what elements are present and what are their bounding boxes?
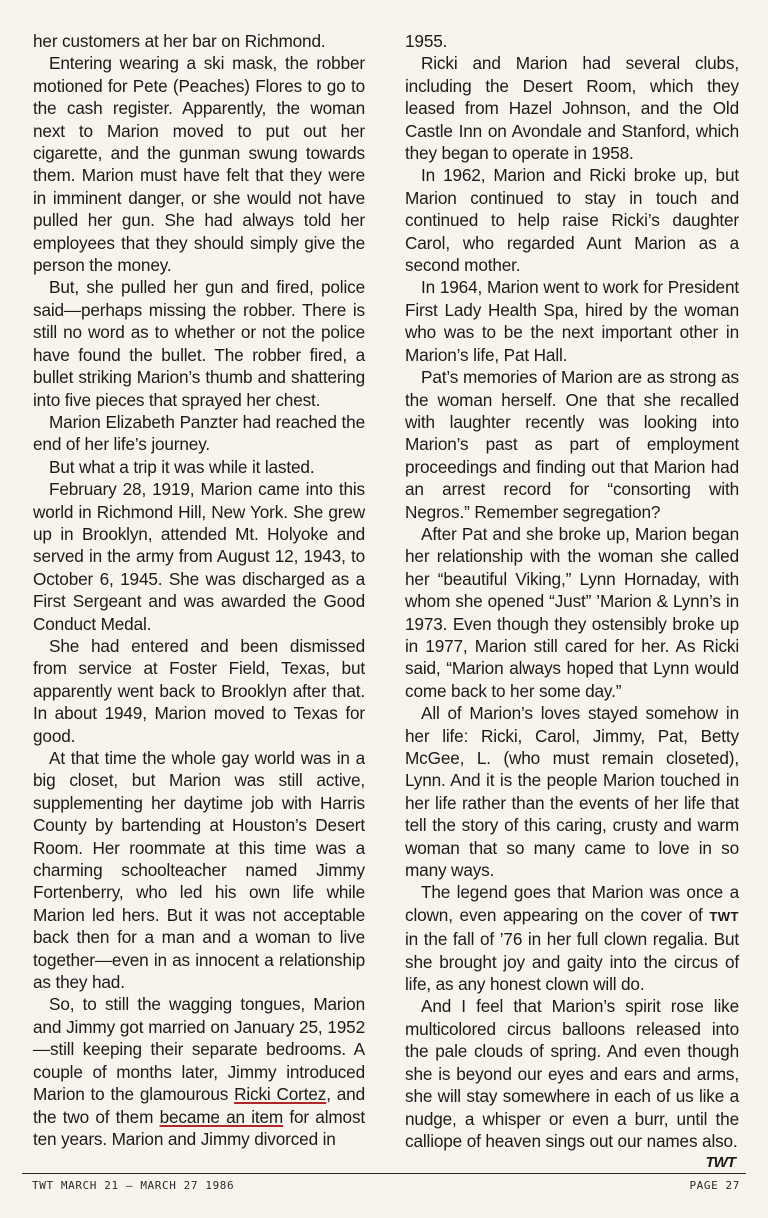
paragraph: At that time the whole gay world was in a big closet, but Marion was still active, supplementing her daytime job with Harris County by bartending at Houston’s Desert Room. Her roommate at this time was a charming schoolteacher named Jimmy Fortenberry, who led his own life while Marion led hers. But it was not acceptable back then for a man and a woman to live together—even in as innocent a relationship as they had. [33, 748, 365, 993]
left-column [33, 30, 365, 1150]
paragraph-legend: The legend goes that Marion was once a clown, even appearing on the cover of TWT in the fall of ’76 in her full clown regalia. But she brought joy and gaity into the circus of life, as any honest clown will do. [405, 882, 739, 995]
paragraph: Marion Elizabeth Panzter had reached the end of her life’s journey. [33, 411, 365, 455]
paragraph: But, she pulled her gun and fired, police said—perhaps missing the robber. There is still no word as to whether or not the police have found the bullet. The robber fired, a bullet striking Marion’s thumb and shattering into five pieces that sprayed her chest. [33, 277, 365, 410]
paragraph-married: So, to still the wagging tongues, Marion and Jimmy got married on January 25, 1952—still keeping their separate bedrooms. A couple of months later, Jimmy introduced Marion to the glamourous Ricki Cortez, and the two of them became an item for almost ten years. Marion and Jimmy divorced in [33, 994, 366, 1149]
footer-rule [22, 1173, 746, 1174]
paragraph: Entering wearing a ski mask, the robber motioned for Pete (Peaches) Flores to go to the cash register. Apparently, the woman next to Marion moved to put out her cigarette, and the gunman swung towards them. Marion must have felt that they were in imminent danger, or she would not have pulled her gun. She had always told her employees that they should simply give the person the money. [33, 53, 365, 276]
footer-page-number: PAGE 27 [689, 1179, 740, 1192]
paragraph: 1955. [405, 31, 448, 51]
paragraph: In 1964, Marion went to work for President First Lady Health Spa, hired by the woman who was to be the next important other in Marion’s life, Pat Hall. [405, 277, 739, 365]
footer-issue-date: TWT MARCH 21 – MARCH 27 1986 [32, 1179, 235, 1192]
paragraph: All of Marion’s loves stayed somehow in her life: Ricki, Carol, Jimmy, Pat, Betty McGee, L. (who must remain closeted), Lynn. And it is the people Marion touched in her life rather than the events of her life that tell the story of this caring, crusty and warm woman that so many came to love in so many ways. [405, 703, 739, 881]
paragraph: Ricki and Marion had several clubs, including the Desert Room, which they leased from Hazel Johnson, and the Old Castle Inn on Avondale and Stanford, which they began to operate in 1958. [405, 53, 739, 164]
paragraph: She had entered and been dismissed from service at Foster Field, Texas, but apparently went back to Brooklyn after that. In about 1949, Marion moved to Texas for good. [33, 635, 365, 746]
paragraph: After Pat and she broke up, Marion began her relationship with the woman she called her “beautiful Viking,” Lynn Hornaday, with whom she opened “Just” ’Marion & Lynn’s in 1973. Even though they ostensibly broke up in 1977, Marion still cared for her. As Ricki said, “Marion always hoped that Lynn would come back to her some day.” [405, 523, 739, 701]
paragraph: February 28, 1919, Marion came into this world in Richmond Hill, New York. She grew up in Brooklyn, attended Mt. Holyoke and served in the army from August 12, 1943, to October 6, 1945. She was discharged as a First Sergeant and was awarded the Good Conduct Medal. [33, 479, 365, 634]
paragraph: her customers at her bar on Richmond. [33, 31, 326, 51]
paragraph: Pat’s memories of Marion are as strong as the woman herself. One that she recalled with laughter recently was looking into Marion’s past as part of employment proceedings and finding out that Marion had an arrest record for “consorting with Negros.” Remember segregation? [405, 367, 739, 522]
paragraph: In 1962, Marion and Ricki broke up, but Marion continued to stay in touch and continued to help raise Ricki’s daughter Carol, who regarded Aunt Marion as a second mother. [405, 165, 739, 276]
right-column [405, 30, 739, 1175]
paragraph-closing: And I feel that Marion’s spirit rose like multicolored circus balloons released into the pale clouds of spring. And even though she is beyond our eyes and ears and arms, she will stay somewhere in each of us like a nudge, a whisper or even a burr, until the calliope of heaven sings out our names also. TWT [405, 995, 739, 1152]
paragraph: But what a trip it was while it lasted. [49, 456, 315, 477]
underlined-name: Ricki Cortez [234, 1084, 327, 1105]
twt-masthead-ref: TWT [709, 908, 739, 924]
end-mark-logo: TWT [705, 1154, 735, 1172]
underlined-phrase: became an item [159, 1106, 284, 1127]
